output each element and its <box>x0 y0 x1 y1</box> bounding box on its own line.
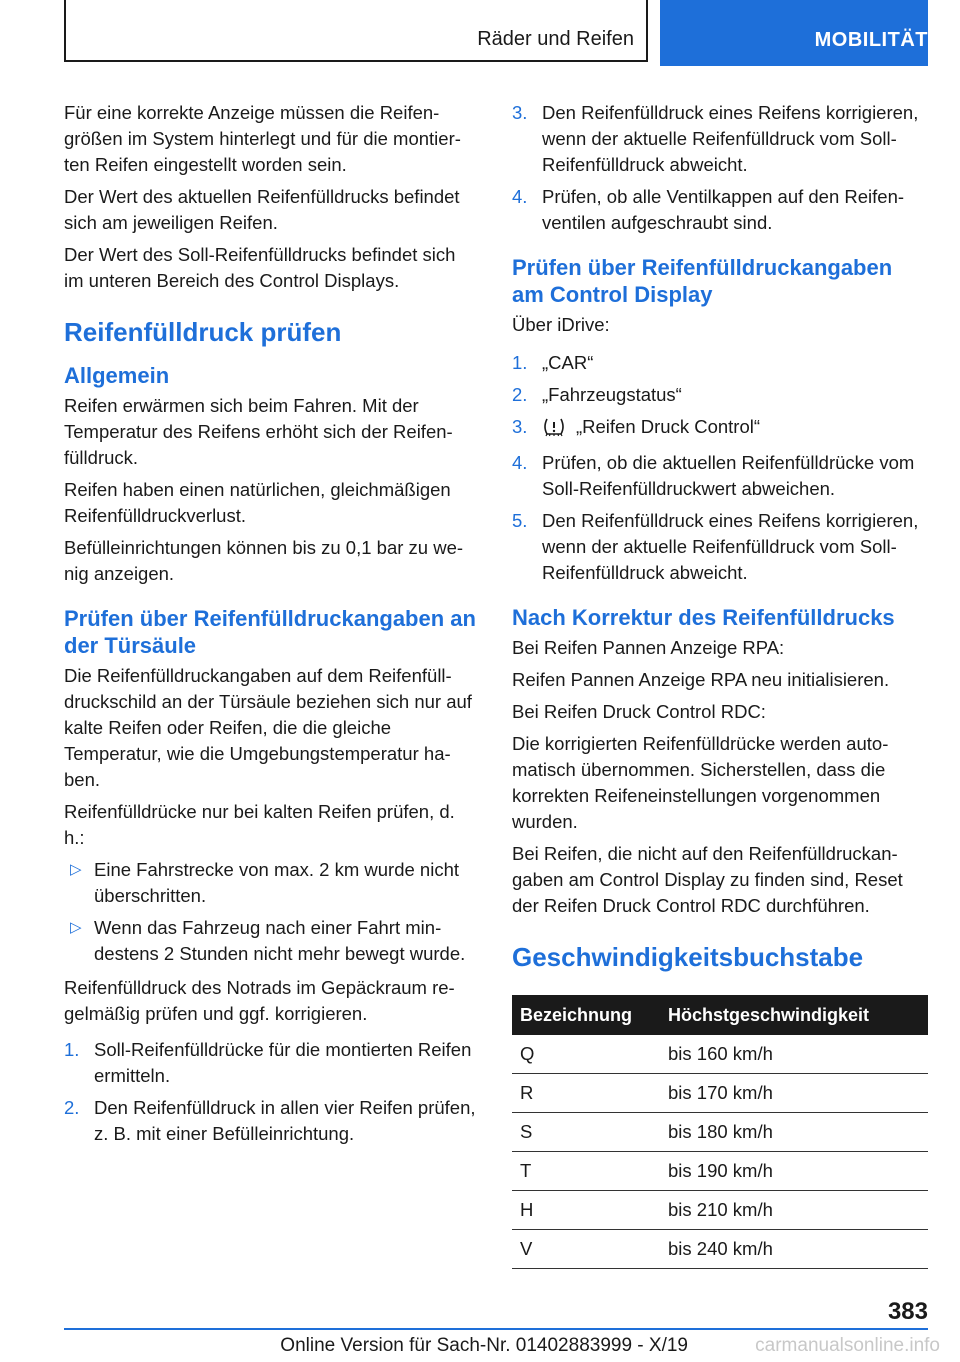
intro-paragraph: Der Wert des Soll-Reifenfülldrucks befindet sich im unteren Bereich des Control Displays. <box>64 244 456 291</box>
table-row: R bis 170 km/h <box>512 1074 928 1113</box>
steps-list-continued <box>512 100 926 236</box>
column-header: Bezeichnung <box>512 995 662 1035</box>
list-item: 2. Den Reifenfülldruck in allen vier Reifen prüfen, z. B. mit einer Befülleinrichtung. <box>64 1097 476 1144</box>
speed-rating-table <box>512 995 928 1269</box>
section-tab <box>64 0 648 62</box>
page-number: 383 <box>887 1298 928 1325</box>
heading-door-pillar: Prüfen über Reifenfülldruckangaben an der Türsäule <box>64 606 476 658</box>
general-paragraph: Reifen haben einen natürlichen, gleichmäßigen Reifenfülldruckverlust. <box>64 479 451 526</box>
display-steps-list <box>512 350 926 586</box>
correction-paragraph: Bei Reifen Pannen Anzeige RPA: <box>512 637 785 658</box>
footer-divider <box>64 1328 928 1330</box>
heading-control-display: Prüfen über Reifenfülldruckangaben am Control Display <box>512 255 893 307</box>
page-header <box>64 0 928 66</box>
table-header-row <box>512 995 928 1035</box>
general-paragraph: Reifen erwärmen sich beim Fahren. Mit der Temperatur des Reifens erhöht sich der Reifenfülldruck. <box>64 395 453 468</box>
table-row: H bis 210 km/h <box>512 1191 928 1230</box>
list-item: ▷ Wenn das Fahrzeug nach einer Fahrt mindestens 2 Stunden nicht mehr bewegt wurde. <box>70 917 466 964</box>
list-item: ▷ Eine Fahrstrecke von max. 2 km wurde nicht überschritten. <box>70 859 460 906</box>
general-paragraph: Befülleinrichtungen können bis zu 0,1 bar zu wenig anzeigen. <box>64 537 464 584</box>
list-item: 3. Den Reifenfülldruck eines Reifens korrigieren, wenn der aktuelle Reifenfülldruck vom Soll-Reifenfülldruck abweicht. <box>512 102 919 175</box>
section-title: Räder und Reifen <box>477 28 634 50</box>
idrive-paragraph: Über iDrive: <box>512 314 610 335</box>
steps-list <box>64 1037 478 1147</box>
intro-paragraph: Für eine korrekte Anzeige müssen die Reifengrößen im System hinterlegt und für die montierten Reifen eingestellt worden sein. <box>64 102 461 175</box>
heading-general: Allgemein <box>64 363 170 388</box>
heading-check-pressure: Reifenfülldruck prüfen <box>64 317 342 347</box>
list-item: 5. Den Reifenfülldruck eines Reifens korrigieren, wenn der aktuelle Reifenfülldruck vom Soll-Reifenfülldruck abweicht. <box>512 510 919 583</box>
correction-paragraph: Bei Reifen Druck Control RDC: <box>512 701 766 722</box>
heading-speed-rating: Geschwindigkeitsbuchstabe <box>512 942 864 972</box>
correction-paragraph: Die korrigierten Reifenfülldrücke werden automatisch übernommen. Sicherstellen, dass die korrekten Reifeneinstellungen vorgenommen wurden. <box>512 733 889 832</box>
heading-after-correction: Nach Korrektur des Reifenfülldrucks <box>512 605 895 630</box>
tire-pressure-icon <box>542 417 566 444</box>
watermark: carmanualsonline.info <box>755 1335 940 1356</box>
table-row: V bis 240 km/h <box>512 1230 928 1269</box>
list-item: 4. Prüfen, ob die aktuellen Reifenfülldrücke vom Soll-Reifenfülldruckwert abweichen. <box>512 452 915 499</box>
list-item: 4. Prüfen, ob alle Ventilkappen auf den Reifenventilen aufgeschraubt sind. <box>512 186 905 233</box>
triangle-bullet-icon: ▷ <box>70 861 82 878</box>
correction-paragraph: Reifen Pannen Anzeige RPA neu initialisieren. <box>512 669 890 690</box>
list-item: 1. „CAR“ <box>512 352 594 373</box>
footer-online-version: Online Version für Sach-Nr. 01402883999 - X/19 <box>280 1335 688 1356</box>
table-row: Q bis 160 km/h <box>512 1035 928 1074</box>
table-row: T bis 190 km/h <box>512 1152 928 1191</box>
column-header: Höchstgeschwindigkeit <box>662 995 928 1035</box>
door-paragraph: Die Reifenfülldruckangaben auf dem Reifenfülldruckschild an der Türsäule beziehen sich nur auf kalte Reifen oder Reifen, die die gleiche Temperatur, wie die Umgebungstemperatur haben. <box>64 665 472 790</box>
left-column <box>64 100 478 1155</box>
condition-list <box>64 857 478 967</box>
intro-paragraph: Der Wert des aktuellen Reifenfülldrucks befindet sich am jeweiligen Reifen. <box>64 186 460 233</box>
door-paragraph: Reifenfülldrücke nur bei kalten Reifen prüfen, d. h.: <box>64 801 455 848</box>
list-item: 3. „Reifen Druck Control“ <box>512 414 926 444</box>
correction-paragraph: Bei Reifen, die nicht auf den Reifenfülldruckangaben am Control Display zu finden sind, Reset der Reifen Druck Control RDC durchführen. <box>512 843 903 916</box>
chapter-title: MOBILITÄT <box>814 29 928 51</box>
list-item: 2. „Fahrzeugstatus“ <box>512 384 682 405</box>
chapter-tab <box>660 0 928 66</box>
right-column <box>512 100 926 1269</box>
spare-paragraph: Reifenfülldruck des Notrads im Gepäckraum regelmäßig prüfen und ggf. korrigieren. <box>64 977 455 1024</box>
triangle-bullet-icon: ▷ <box>70 919 82 936</box>
list-item: 1. Soll-Reifenfülldrücke für die montierten Reifen ermitteln. <box>64 1039 472 1086</box>
table-row: S bis 180 km/h <box>512 1113 928 1152</box>
